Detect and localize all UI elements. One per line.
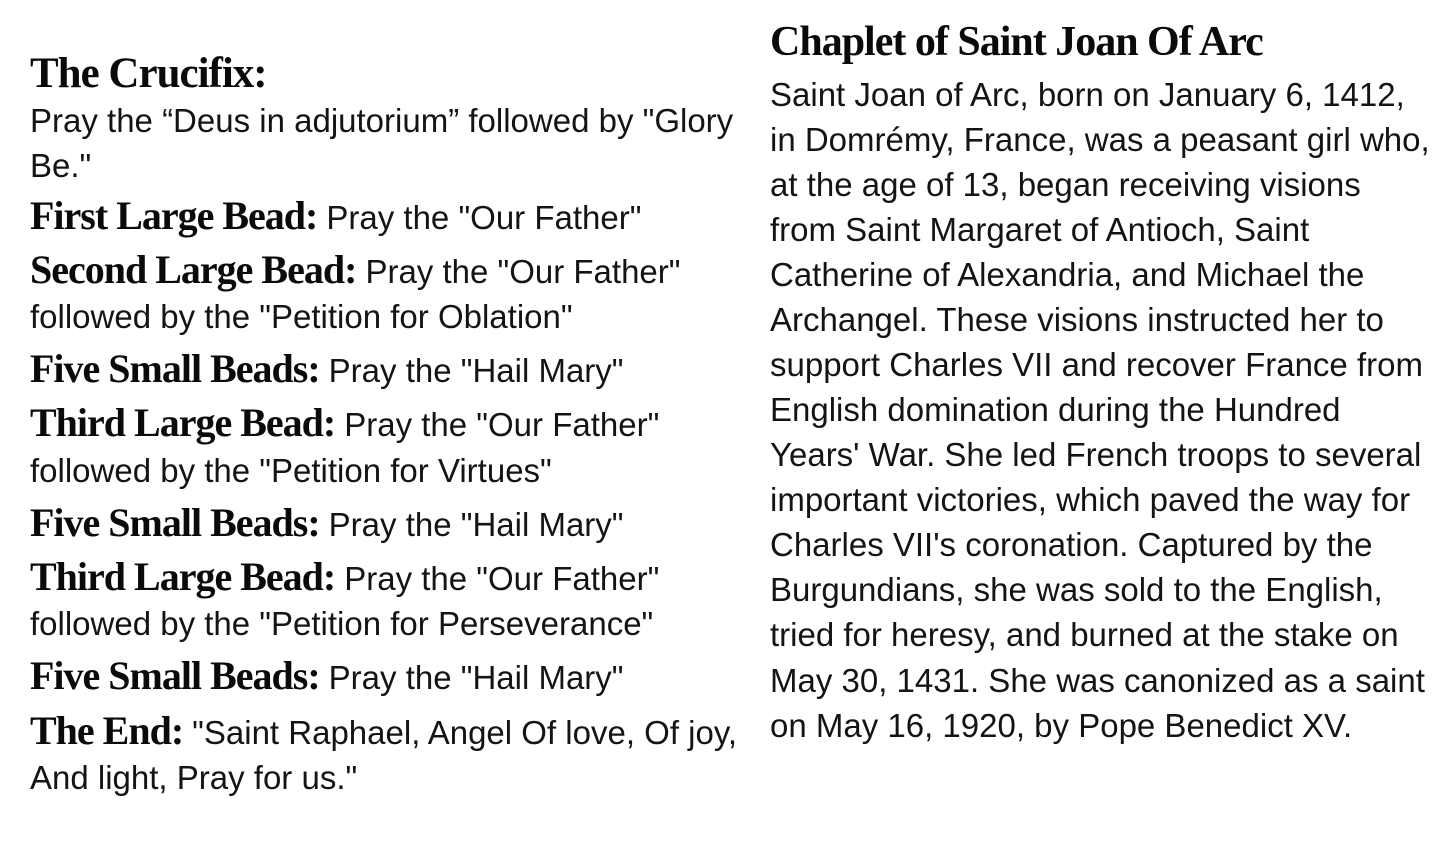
bead-entry bbox=[30, 553, 748, 646]
bead-text: Pray the "Our Father" bbox=[326, 198, 642, 236]
bead-entry bbox=[30, 655, 748, 700]
bead-label: Five Small Beads: bbox=[30, 653, 320, 699]
chaplet-history-section bbox=[770, 20, 1432, 748]
bead-text: Pray the "Our Father" followed by the "Petition for Virtues" bbox=[30, 406, 660, 489]
bead-entry bbox=[30, 192, 748, 240]
bead-label: Second Large Bead: bbox=[30, 246, 357, 292]
crucifix-intro-text: Pray the “Deus in adjutorium” followed by "Glory Be." bbox=[30, 102, 734, 185]
chaplet-title: Chaplet of Saint Joan Of Arc bbox=[770, 19, 1263, 65]
bead-text: Pray the "Hail Mary" bbox=[328, 505, 624, 543]
bead-label: Five Small Beads: bbox=[30, 346, 320, 392]
bead-text: Pray the "Our Father" followed by the "Petition for Oblation" bbox=[30, 252, 681, 335]
bead-text: "Saint Raphael, Angel Of love, Of joy, And light, Pray for us." bbox=[30, 713, 738, 796]
crucifix-instructions-section bbox=[30, 50, 748, 809]
bead-label: Third Large Bead: bbox=[30, 400, 336, 446]
bead-text: Pray the "Our Father" followed by the "Petition for Perseverance" bbox=[30, 559, 660, 643]
bead-entry bbox=[30, 348, 748, 393]
bead-entry bbox=[30, 402, 748, 492]
crucifix-section-title: The Crucifix: bbox=[30, 50, 267, 97]
chaplet-body-text: Saint Joan of Arc, born on January 6, 1412, in Domrémy, France, was a peasant girl who, at the age of 13, began receiving visions from Saint Margaret of Antioch, Saint Catherine of Alexandria, and Michael the Archangel. These visions instructed her to support Charles VII and recover France from English domination during the Hundred Years' War. She led French troops to several important victories, which paved the way for Charles VII's coronation. Captured by the Burgundians, she was sold to the English, tried for heresy, and burned at the stake on May 30, 1431. She was canonized as a saint on May 16, 1920, by Pope Benedict XV. bbox=[770, 76, 1430, 744]
bead-entry bbox=[30, 246, 748, 339]
bead-label: Third Large Bead: bbox=[30, 553, 336, 599]
bead-label: The End: bbox=[30, 707, 184, 753]
bead-label: First Large Bead: bbox=[30, 192, 318, 238]
bead-label: Five Small Beads: bbox=[30, 499, 320, 545]
bead-entry bbox=[30, 499, 748, 547]
bead-text: Pray the "Hail Mary" bbox=[328, 659, 624, 697]
bead-text: Pray the "Hail Mary" bbox=[328, 352, 624, 390]
bead-entry bbox=[30, 707, 748, 800]
